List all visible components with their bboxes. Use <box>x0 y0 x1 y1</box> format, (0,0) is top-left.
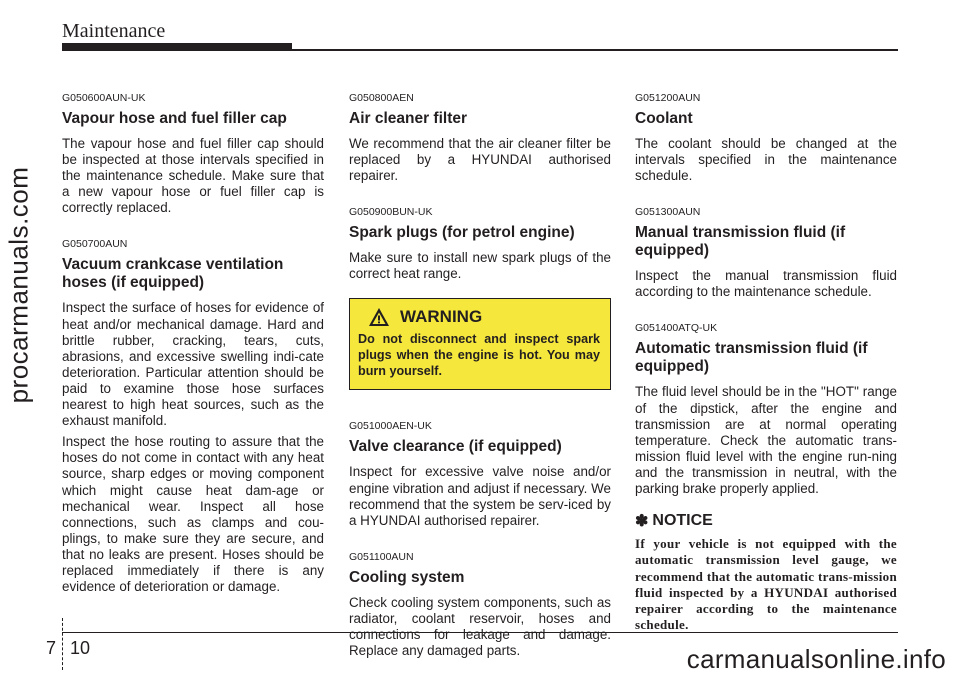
section-code: G051200AUN <box>635 92 701 104</box>
paragraph: Inspect the hose routing to assure that the hoses do not come in contact with any heat source, sharp edges or moving component which might cause heat dam-age or mechanical wear. Inspect all hose connections, such as clamps and cou-plings, to make sure they are secure, and that no leaks are present. Hoses should be replaced immediately if there is any evidence of deterioration or damage. <box>62 434 324 595</box>
footer-rule <box>62 632 898 633</box>
section-heading: Air cleaner filter <box>349 110 468 127</box>
warning-box <box>349 298 611 390</box>
paragraph: The fluid level should be in the "HOT" range of the dipstick, after the engine and transmission are at normal operating temperature. Check the automatic trans-mission fluid level with the engine run-ning and the transmission in neutral, with the parking brake properly applied. <box>635 384 897 497</box>
bottom-watermark: carmanualsonline.info <box>686 644 946 674</box>
paragraph: Inspect the surface of hoses for evidence of heat and/or mechanical damage. Hard and brittle rubber, cracking, tears, cuts, abrasions, and excessive swelling indi-cate deterioration. Particular attention should be paid to examine those hose surfaces nearest to high heat sources, such as the exhaust manifold. <box>62 300 324 429</box>
paragraph: Inspect the manual transmission fluid according to the maintenance schedule. <box>635 268 897 300</box>
paragraph: Inspect for excessive valve noise and/or engine vibration and adjust if necessary. We recommend that the system be serv-iced by a HYUNDAI authorised repairer. <box>349 464 611 528</box>
section-code: G051400ATQ-UK <box>635 322 718 335</box>
column-3 <box>635 92 897 633</box>
section-heading: Cooling system <box>349 568 465 586</box>
notice-heading <box>635 511 897 531</box>
page-number: 10 <box>70 638 91 658</box>
paragraph: The vapour hose and fuel filler cap should be inspected at those intervals specified in the maintenance schedule. Make sure that a new vapour hose or fuel filler cap is correctly replaced. <box>62 136 324 216</box>
section-heading: Vacuum crankcase ventilation hoses (if equipped) <box>62 256 284 292</box>
section-code: G050600AUN-UK <box>62 92 146 104</box>
column-2 <box>349 92 611 664</box>
header-rule <box>62 49 898 51</box>
section-heading: Spark plugs (for petrol engine) <box>349 224 575 242</box>
side-watermark-text: procarmanuals.com <box>3 166 33 404</box>
notice-text: If your vehicle is not equipped with the automatic transmission level gauge, we recommend that the automatic trans-mission fluid inspected by a HYUNDAI authorised repairer according to the maintenance schedule. <box>635 536 897 633</box>
section-code: G051300AUN <box>635 206 701 219</box>
section-heading: Coolant <box>635 110 693 127</box>
paragraph: Make sure to install new spark plugs of the correct heat range. <box>349 250 611 282</box>
paragraph: The coolant should be changed at the intervals specified in the maintenance schedule. <box>635 136 897 184</box>
warning-text: Do not disconnect and inspect spark plugs when the engine is hot. You may burn yourself. <box>358 332 600 379</box>
section-code: G050700AUN <box>62 238 128 251</box>
section-code: G050900BUN-UK <box>349 206 433 219</box>
section-number: 7 <box>46 638 57 658</box>
notice-star-icon: ✽ <box>635 513 649 531</box>
section-code: G051000AEN-UK <box>349 420 432 433</box>
warning-triangle-icon <box>368 307 390 327</box>
section-heading: Valve clearance (if equipped) <box>349 438 562 456</box>
section-heading: Automatic transmission fluid (if equipped) <box>635 340 868 376</box>
column-1 <box>62 92 324 600</box>
warning-title: WARNING <box>400 307 483 327</box>
section-heading: Vapour hose and fuel filler cap <box>62 110 287 127</box>
paragraph: We recommend that the air cleaner filter be replaced by a HYUNDAI authorised repairer. <box>349 136 611 184</box>
section-code: G051100AUN <box>349 550 414 563</box>
notice-title: NOTICE <box>652 512 713 530</box>
page-header-title: Maintenance <box>62 20 166 42</box>
paragraph: Check cooling system components, such as radiator, coolant reservoir, hoses and connections for leakage and damage. Replace any damaged parts. <box>349 594 611 659</box>
section-code: G050800AEN <box>349 92 414 104</box>
footer-dashed-divider <box>62 618 63 670</box>
side-watermark <box>0 95 41 475</box>
section-heading: Manual transmission fluid (if equipped) <box>635 224 846 260</box>
